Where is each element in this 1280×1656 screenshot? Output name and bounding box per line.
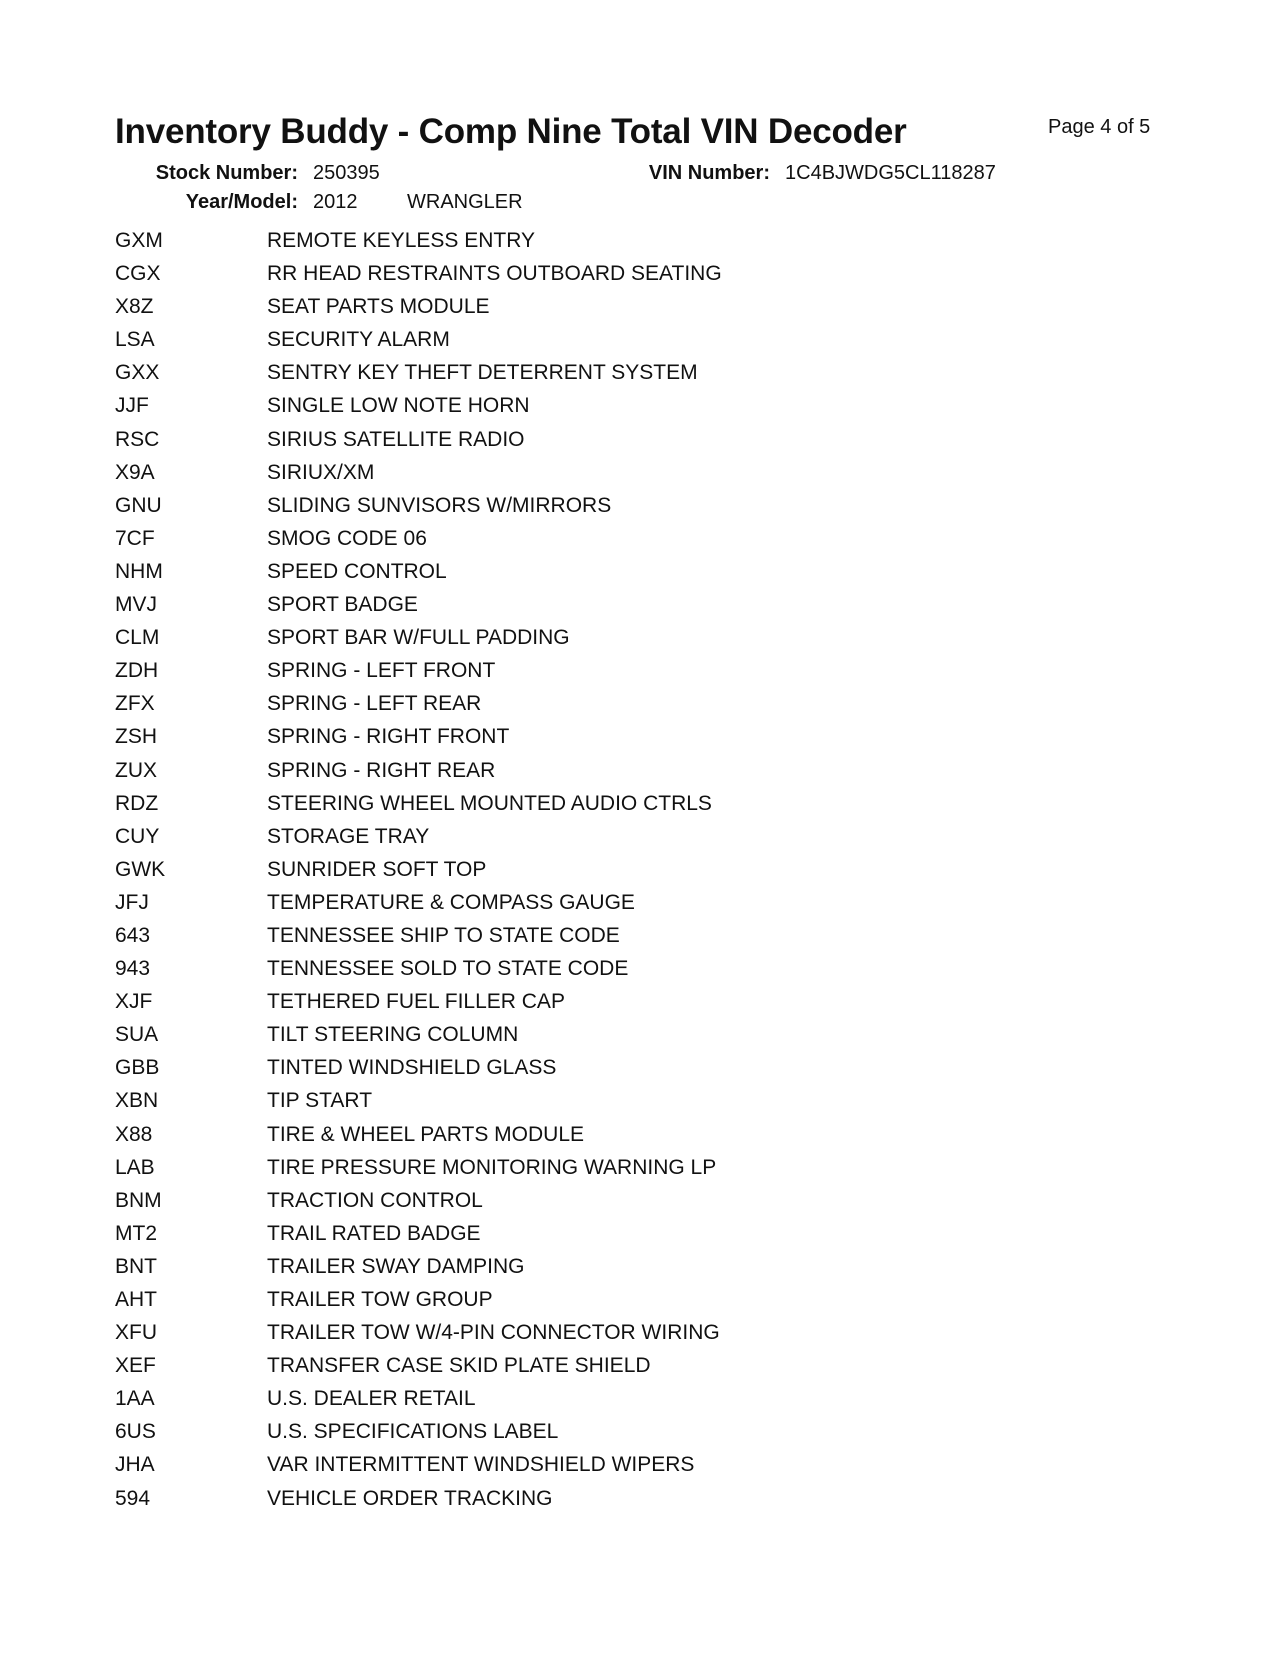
option-code: XEF — [115, 1354, 156, 1378]
option-description: TRAILER TOW GROUP — [267, 1288, 493, 1311]
option-code: XBN — [115, 1089, 159, 1113]
option-description: SUNRIDER SOFT TOP — [267, 857, 487, 881]
option-code: XJF — [115, 990, 153, 1014]
option-code: 643 — [115, 923, 151, 947]
option-description: STEERING WHEEL MOUNTED AUDIO CTRLS — [267, 791, 712, 815]
option-description: TRAILER SWAY DAMPING — [267, 1254, 525, 1278]
option-description: SEAT PARTS MODULE — [267, 295, 490, 319]
option-description: SPEED CONTROL — [267, 559, 447, 583]
option-code: JJF — [115, 394, 149, 418]
option-code: GXX — [115, 361, 160, 385]
option-code: 943 — [115, 957, 151, 981]
option-code: XFU — [115, 1321, 157, 1345]
option-code: SUA — [115, 1023, 159, 1047]
option-code: 6US — [115, 1420, 156, 1444]
option-code: NHM — [115, 559, 163, 583]
option-code: X88 — [115, 1122, 153, 1146]
option-description: TRANSFER CASE SKID PLATE SHIELD — [267, 1354, 651, 1378]
stock-number-value: 250395 — [313, 162, 380, 184]
option-description: SPORT BAR W/FULL PADDING — [267, 626, 570, 650]
option-code: BNT — [115, 1254, 157, 1278]
option-code: BNM — [115, 1188, 162, 1212]
option-description: VAR INTERMITTENT WINDSHIELD WIPERS — [267, 1453, 695, 1477]
option-code: LAB — [115, 1155, 155, 1179]
document-title: Inventory Buddy - Comp Nine Total VIN Decoder — [115, 112, 907, 151]
option-description: TENNESSEE SOLD TO STATE CODE — [267, 957, 629, 981]
option-code: 1AA — [115, 1387, 155, 1411]
option-code: RDZ — [115, 791, 159, 815]
option-description: U.S. SPECIFICATIONS LABEL — [267, 1420, 559, 1444]
option-description: SMOG CODE 06 — [267, 526, 427, 550]
option-description: TINTED WINDSHIELD GLASS — [267, 1056, 557, 1080]
option-description: SENTRY KEY THEFT DETERRENT SYSTEM — [267, 361, 698, 385]
option-description: VEHICLE ORDER TRACKING — [267, 1486, 553, 1510]
option-description: TIP START — [267, 1089, 373, 1113]
option-code: MVJ — [115, 593, 157, 617]
option-description: REMOTE KEYLESS ENTRY — [267, 229, 536, 252]
option-description: TIRE & WHEEL PARTS MODULE — [267, 1122, 584, 1146]
option-code: MT2 — [115, 1221, 157, 1245]
option-description: SPRING - RIGHT REAR — [267, 758, 496, 782]
option-code: CUY — [115, 824, 160, 848]
page-indicator: Page 4 of 5 — [1048, 116, 1151, 138]
stock-number-label: Stock Number: — [155, 162, 298, 184]
option-description: SIRIUX/XM — [267, 460, 375, 484]
year-model-label: Year/Model: — [185, 191, 298, 213]
option-code: ZDH — [115, 659, 159, 683]
option-code: CGX — [115, 262, 161, 286]
option-code: ZFX — [115, 692, 155, 716]
option-code: GNU — [115, 493, 162, 517]
option-description: TIRE PRESSURE MONITORING WARNING LP — [267, 1155, 717, 1179]
option-description: TENNESSEE SHIP TO STATE CODE — [267, 923, 620, 947]
option-code: JHA — [115, 1453, 155, 1477]
option-description: SPORT BADGE — [267, 593, 418, 617]
option-code: RSC — [115, 427, 160, 451]
option-description: SECURITY ALARM — [267, 328, 450, 352]
vin-number-label: VIN Number: — [648, 162, 770, 184]
option-code: X8Z — [115, 295, 154, 319]
option-description: SIRIUS SATELLITE RADIO — [267, 427, 525, 451]
option-code: JFJ — [115, 890, 149, 914]
option-description: SINGLE LOW NOTE HORN — [267, 394, 530, 418]
option-description: TRAILER TOW W/4-PIN CONNECTOR WIRING — [267, 1321, 720, 1345]
option-description: SLIDING SUNVISORS W/MIRRORS — [267, 493, 612, 517]
option-code: GBB — [115, 1056, 160, 1080]
option-description: SPRING - RIGHT FRONT — [267, 725, 510, 749]
option-code: CLM — [115, 626, 160, 650]
option-description: STORAGE TRAY — [267, 824, 430, 848]
option-code: 7CF — [115, 526, 155, 550]
option-description: SPRING - LEFT REAR — [267, 692, 482, 716]
option-code: GXM — [115, 229, 163, 252]
option-code: X9A — [115, 460, 155, 484]
option-code: GWK — [115, 857, 166, 881]
option-code: ZUX — [115, 758, 157, 782]
option-description: SPRING - LEFT FRONT — [267, 659, 496, 683]
option-code: 594 — [115, 1486, 151, 1510]
option-description: TEMPERATURE & COMPASS GAUGE — [267, 890, 635, 914]
option-code: ZSH — [115, 725, 157, 749]
option-description: RR HEAD RESTRAINTS OUTBOARD SEATING — [267, 262, 722, 286]
option-description: TRACTION CONTROL — [267, 1188, 483, 1212]
year-value: 2012 — [313, 191, 358, 213]
option-code: AHT — [115, 1288, 157, 1311]
option-description: TETHERED FUEL FILLER CAP — [267, 990, 565, 1014]
option-description: U.S. DEALER RETAIL — [267, 1387, 476, 1411]
option-description: TILT STEERING COLUMN — [267, 1023, 519, 1047]
option-code: LSA — [115, 328, 155, 352]
vin-number-value: 1C4BJWDG5CL118287 — [785, 162, 996, 184]
model-value: WRANGLER — [407, 191, 523, 213]
option-description: TRAIL RATED BADGE — [267, 1221, 481, 1245]
